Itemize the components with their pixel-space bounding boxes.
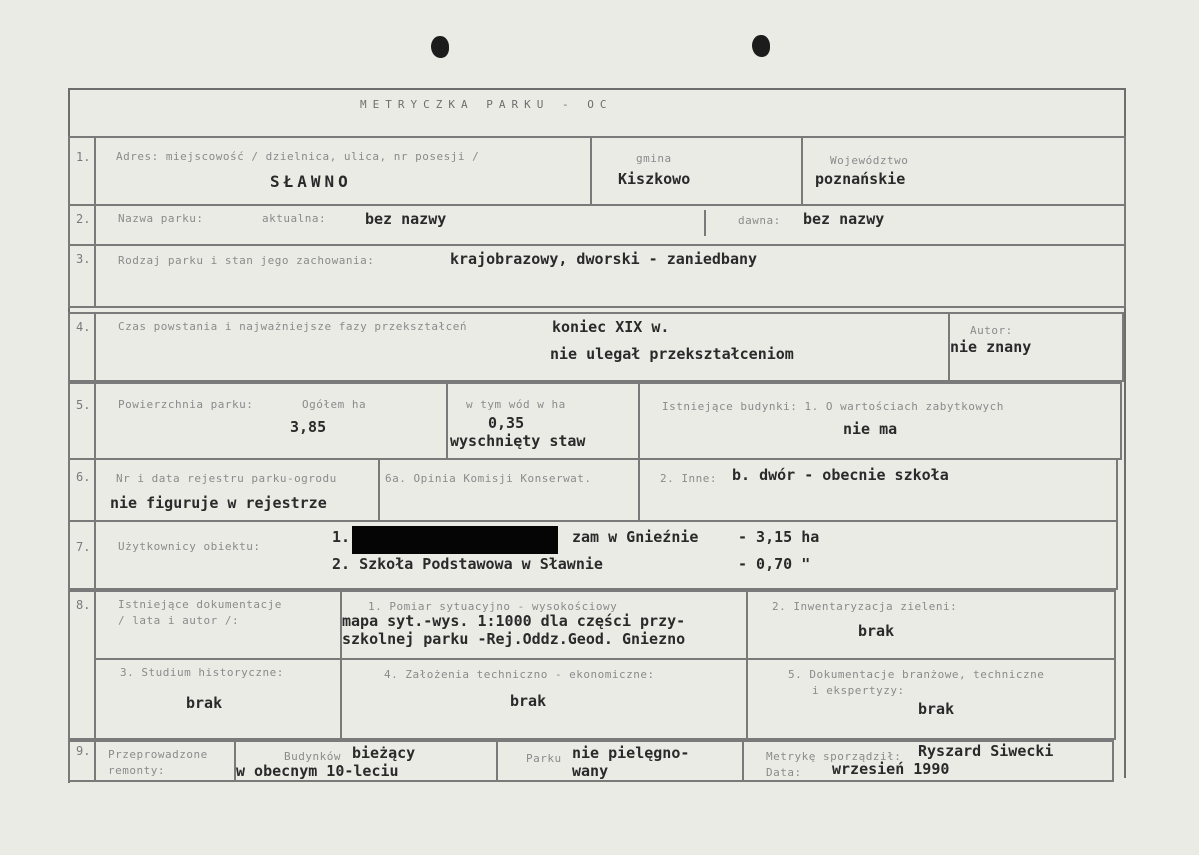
repairs-label-2: remonty: [108, 764, 165, 777]
repairs-label-1: Przeprowadzone [108, 748, 208, 761]
date-value: wrzesień 1990 [832, 760, 950, 778]
row1-woj-divider [801, 136, 803, 206]
voivodeship-label: Województwo [830, 154, 909, 167]
row-register [68, 458, 1118, 522]
author-value: nie znany [950, 338, 1032, 356]
park-type-value: krajobrazowy, dworski - zaniedbany [450, 250, 758, 268]
user-2-name: 2. Szkoła Podstawowa w Sławnie [332, 555, 603, 573]
park-repairs-label: Parku [526, 752, 562, 765]
row-number: 4. [76, 320, 91, 334]
row1-number-divider [94, 136, 96, 206]
row-address [68, 136, 1126, 206]
row-number: 6. [76, 470, 91, 484]
row-number: 1. [76, 150, 91, 164]
buildings-repairs-value-2: w obecnym 10-leciu [236, 762, 399, 780]
row8-number-divider [94, 590, 96, 740]
survey-value-1: mapa syt.-wys. 1:1000 dla części przy- [342, 612, 686, 630]
historical-study-value: brak [186, 694, 223, 712]
branch-documentation-value: brak [918, 700, 955, 718]
area-label: Powierzchnia parku: [118, 398, 254, 411]
inventory-label: 2. Inwentaryzacja zieleni: [772, 600, 958, 613]
redaction-bar [352, 526, 558, 554]
row-number: 3. [76, 252, 91, 266]
row-area [68, 382, 1122, 460]
row5-water-divider [446, 382, 448, 460]
technical-economic-label: 4. Założenia techniczno - ekonomiczne: [384, 668, 655, 681]
park-repairs-value-2: wany [572, 762, 609, 780]
inventory-value: brak [858, 622, 895, 640]
row-park-name [68, 204, 1126, 246]
author-label: Autor: [970, 324, 1013, 337]
user-1-prefix: 1. [332, 528, 351, 546]
total-area-label: Ogółem ha [302, 398, 367, 411]
row6-number-divider [94, 458, 96, 522]
row3-number-divider [94, 244, 96, 308]
row2-number-divider [94, 204, 96, 246]
user-1-area: - 3,15 ha [738, 528, 820, 546]
register-label: Nr i data rejestru parku-ogrodu [116, 472, 337, 485]
row8-col3-divider [746, 590, 748, 740]
gmina-label: gmina [636, 152, 672, 165]
commission-opinion-label: 6a. Opinia Komisji Konserwat. [385, 472, 592, 485]
date-label: Data: [766, 766, 802, 779]
punch-hole-left [431, 36, 449, 58]
user-2-area: - 0,70 " [738, 555, 811, 573]
row9-prepared-divider [742, 740, 744, 782]
historical-study-label: 3. Studium historyczne: [120, 666, 284, 679]
register-value: nie figuruje w rejestrze [110, 494, 327, 512]
documentation-label-2: / lata i autor /: [118, 614, 240, 627]
row1-gmina-divider [590, 136, 592, 206]
row6-other-divider [638, 458, 640, 522]
water-area-value: 0,35 [488, 414, 525, 432]
survey-label: 1. Pomiar sytuacyjno - wysokościowy [368, 600, 618, 613]
row9-number-divider [94, 740, 96, 782]
prepared-by-label: Metrykę sporządził: [766, 750, 902, 763]
other-value: b. dwór - obecnie szkoła [732, 466, 949, 484]
existing-buildings-label: Istniejące budynki: 1. O wartościach zabytkowych [662, 400, 1004, 413]
punch-hole-right [752, 35, 770, 57]
current-name-value: bez nazwy [365, 210, 447, 228]
row5-number-divider [94, 382, 96, 460]
former-name-value: bez nazwy [803, 210, 885, 228]
origin-value-1: koniec XIX w. [552, 318, 670, 336]
existing-buildings-value: nie ma [843, 420, 898, 438]
address-value: SŁAWNO [270, 172, 352, 191]
row6-opinion-divider [378, 458, 380, 522]
row2-former-divider [704, 210, 706, 236]
technical-economic-value: brak [510, 692, 547, 710]
current-name-label: aktualna: [262, 212, 327, 225]
documentation-label-1: Istniejące dokumentacje [118, 598, 282, 611]
row-number: 9. [76, 744, 91, 758]
row-number: 5. [76, 398, 91, 412]
row-number: 2. [76, 212, 91, 226]
row8-middle-divider [94, 658, 1116, 660]
park-name-label: Nazwa parku: [118, 212, 204, 225]
gmina-value: Kiszkowo [618, 170, 691, 188]
survey-value-2: szkolnej parku -Rej.Oddz.Geod. Gniezno [342, 630, 686, 648]
prepared-by-value: Ryszard Siwecki [918, 742, 1054, 760]
branch-documentation-label-2: i ekspertyzy: [812, 684, 905, 697]
row-number: 7. [76, 540, 91, 554]
other-label: 2. Inne: [660, 472, 717, 485]
voivodeship-value: poznańskie [815, 170, 906, 188]
form-title: METRYCZKA PARKU - OC [360, 98, 613, 111]
row5-buildings-divider [638, 382, 640, 460]
address-label: Adres: miejscowość / dzielnica, ulica, nr posesji / [116, 150, 480, 163]
park-type-label: Rodzaj parku i stan jego zachowania: [118, 254, 375, 267]
water-note: wyschnięty staw [450, 432, 586, 450]
origin-label: Czas powstania i najważniejsze fazy przekształceń [118, 320, 468, 333]
users-label: Użytkownicy obiektu: [118, 540, 261, 553]
row7-number-divider [94, 520, 96, 590]
water-area-label: w tym wód w ha [466, 398, 566, 411]
branch-documentation-label-1: 5. Dokumentacje branżowe, techniczne [788, 668, 1045, 681]
buildings-repairs-value-1: bieżący [352, 744, 416, 762]
park-repairs-value-1: nie pielęgno- [572, 744, 690, 762]
user-1-residence: zam w Gnieźnie [572, 528, 699, 546]
row4-number-divider [94, 312, 96, 382]
frame-top-border [68, 88, 1126, 90]
row-number: 8. [76, 598, 91, 612]
total-area-value: 3,85 [290, 418, 327, 436]
former-name-label: dawna: [738, 214, 781, 227]
buildings-repairs-label: Budynków [284, 750, 341, 763]
origin-value-2: nie ulegał przekształceniom [550, 345, 794, 363]
row9-park-divider [496, 740, 498, 782]
